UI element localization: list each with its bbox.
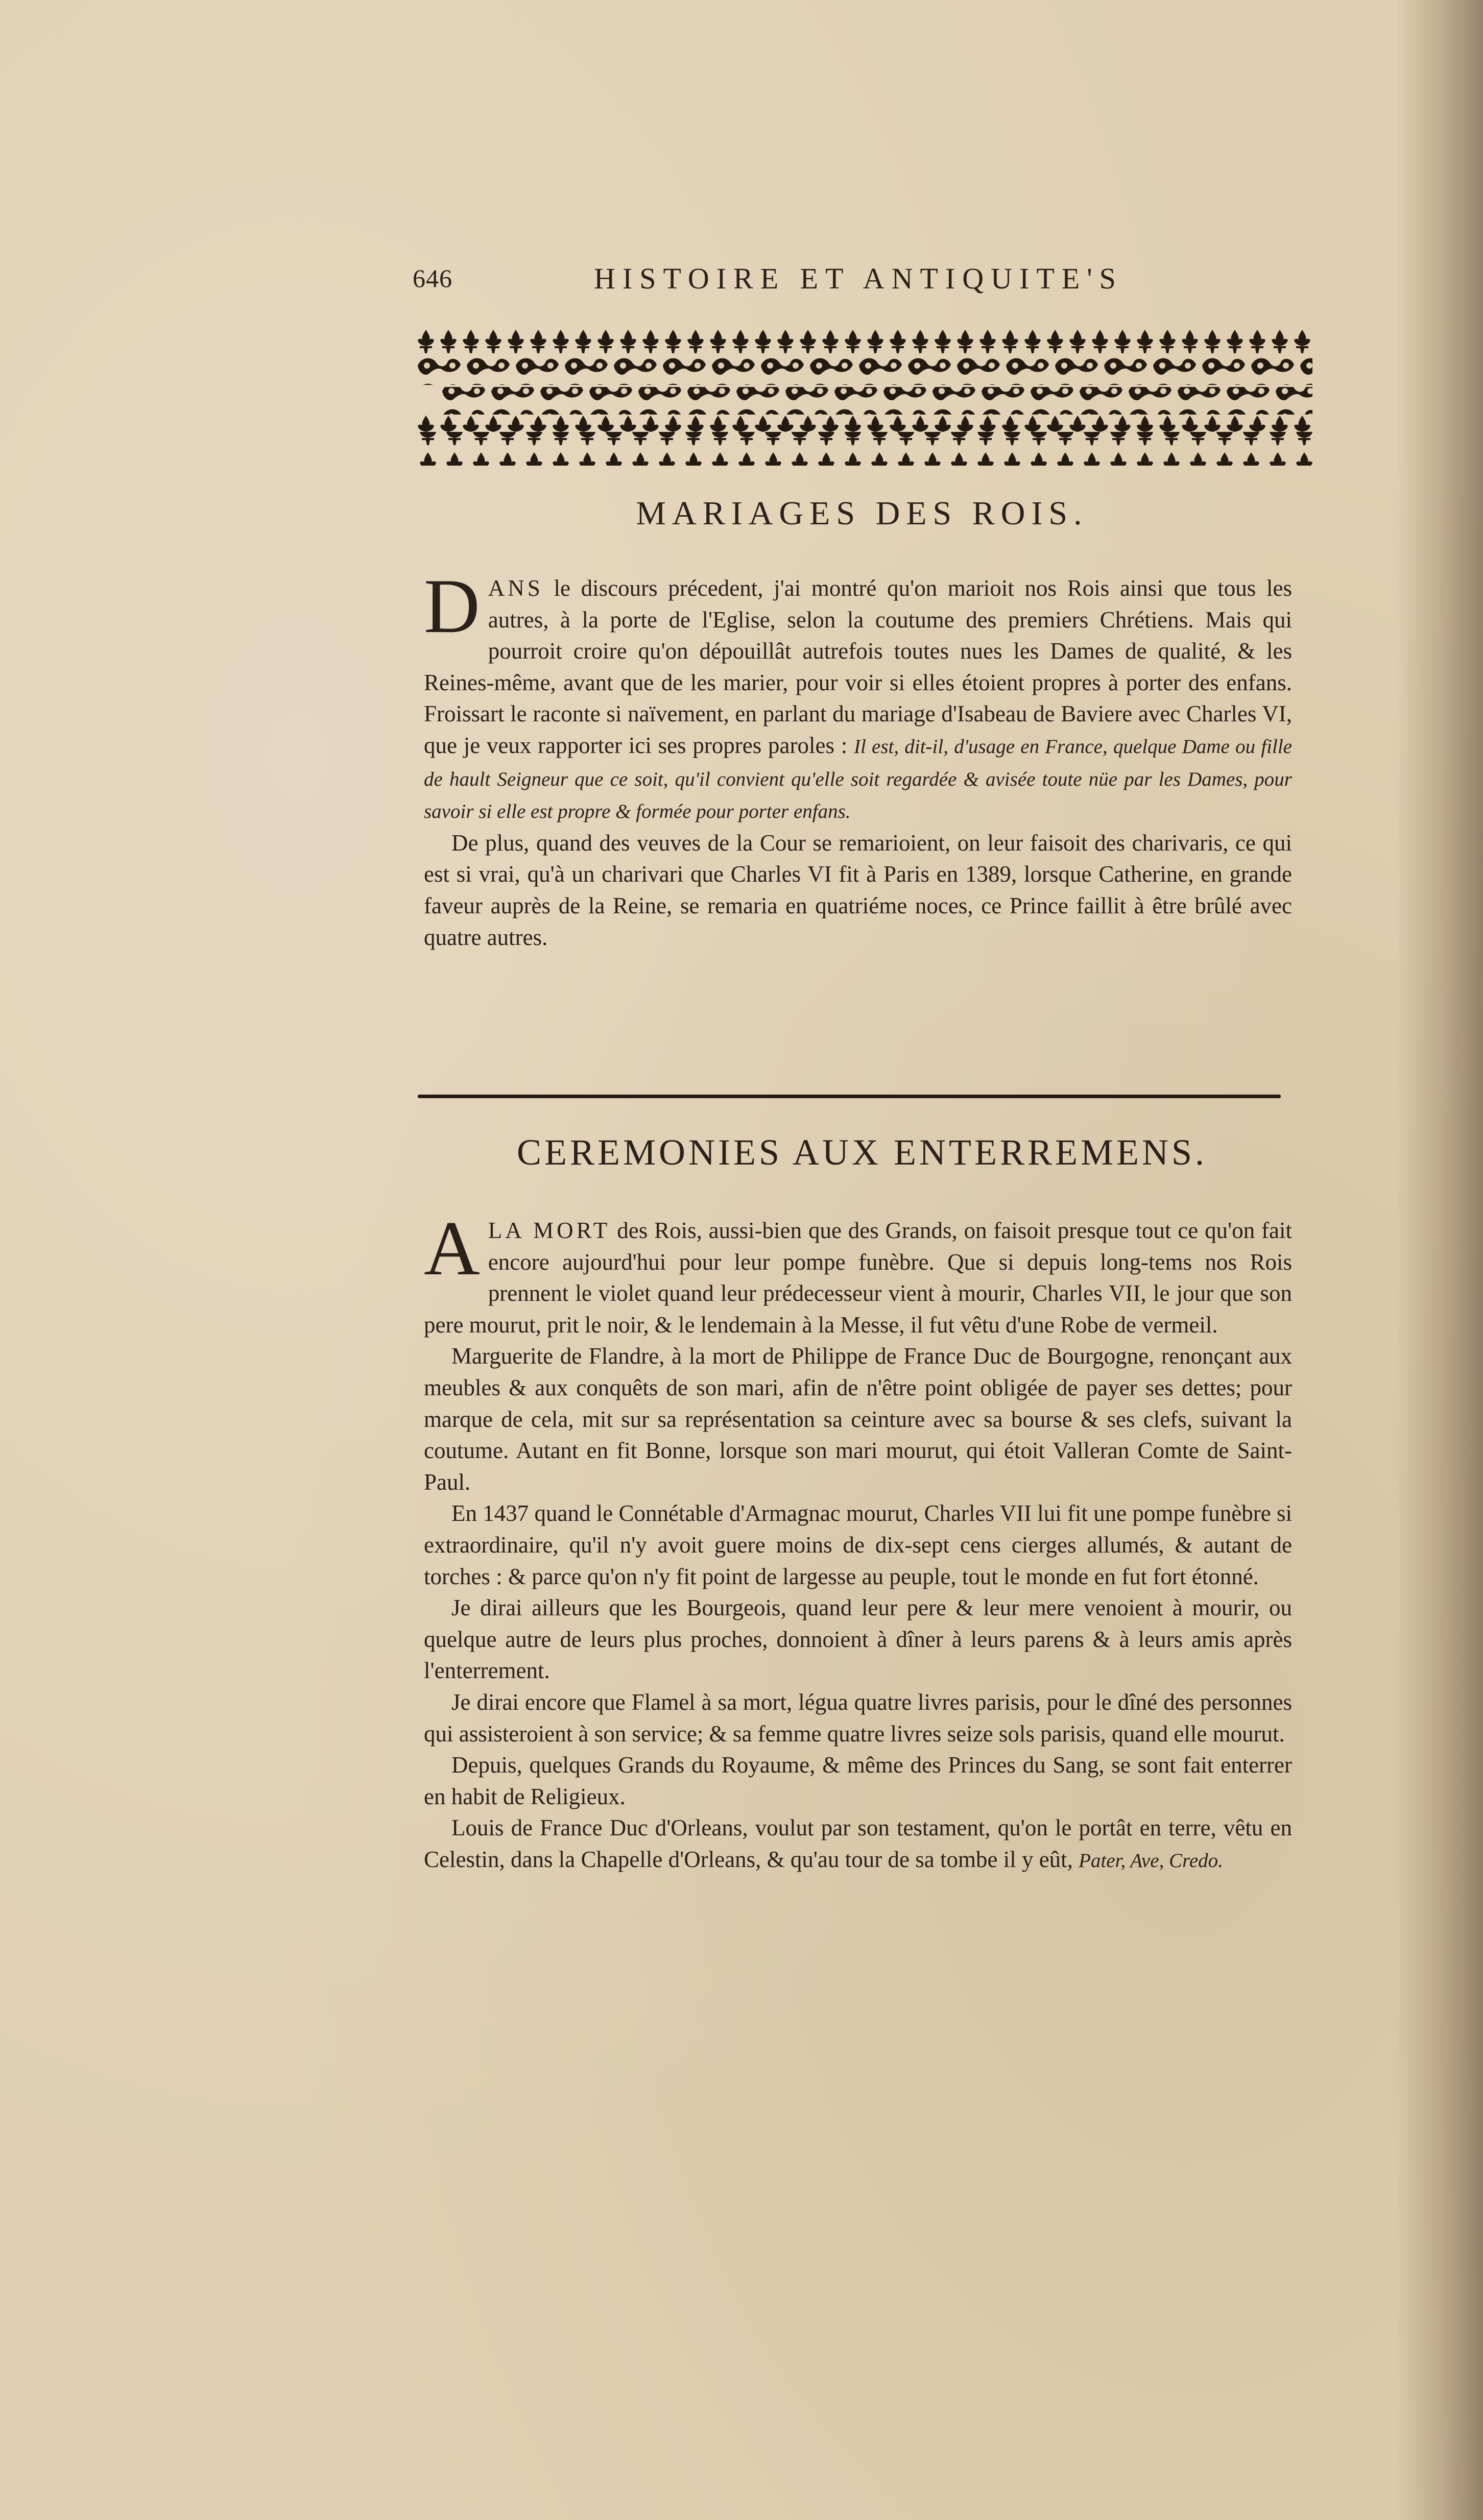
- page-gutter-shadow: [1396, 0, 1483, 2520]
- paragraph: [424, 1205, 1292, 1341]
- paragraph: Je dirai ailleurs que les Bourgeois, quand leur pere & leur mere venoient à mourir, ou quelque autre de leurs plus proches, donnoient à dîner à leurs parens & à leurs amis après l'enterrement.: [424, 1595, 1292, 1684]
- prayer-list: Pater, Ave, Credo.: [1079, 1849, 1223, 1872]
- page-header: [413, 263, 1291, 304]
- paragraph: En 1437 quand le Connétable d'Armagnac mourut, Charles VII lui fit une pompe funèbre si extraordinaire, qu'il n'y avoit guere moins de dix-sept cens cierges allumés, & autant de torches : & parce qu'on n'y fit point de largesse au peuple, tout le monde en fut fort étonné.: [424, 1500, 1292, 1589]
- paragraph: [424, 1812, 1292, 1876]
- fleuron-headpiece-icon: [415, 327, 1312, 470]
- section-divider-rule: [418, 1095, 1281, 1098]
- running-head: HISTOIRE ET ANTIQUITE'S: [594, 262, 1123, 295]
- paragraph: [424, 563, 1292, 828]
- section-ceremonies-body: [424, 1205, 1292, 1876]
- paragraph: Je dirai encore que Flamel à sa mort, légua quatre livres parisis, pour le dîné des personnes qui assisteroient à son service; & sa femme quatre livres seize sols parisis, quand elle mourut.: [424, 1689, 1292, 1747]
- section-title-mariages: MARIAGES DES ROIS.: [636, 495, 1088, 532]
- paragraph-text: le discours précedent, j'ai montré qu'on marioit nos Rois ainsi que tous les autres, à la porte de l'Eglise, selon la coutume des premiers Chrétiens. Mais qui pourroit croire qu'on dépouillât autrefois toutes nues les Dames de qualité, & les Reines-même, avant que de les marier, pour voir si elles étoient propres à porter des enfans. Froissart le raconte si naïvement, en parlant du mariage d'Isabeau de Baviere avec Charles VI, que je veux rapporter ici ses propres paroles :: [424, 575, 1292, 758]
- drop-cap: D: [424, 563, 480, 649]
- froissart-quote: Il est, dit-il, d'usage en France, quelque Dame ou fille de hault Seigneur que ce soit, qu'il convient qu'elle soit regardée & avisée toute nüe par les Dames, pour savoir si elle est propre & formée pour porter enfans.: [424, 735, 1292, 823]
- paragraph-lead: LA MORT: [488, 1218, 611, 1243]
- paragraph-text: Louis de France Duc d'Orleans, voulut par son testament, qu'on le portât en terre, vêtu en Celestin, dans la Chapelle d'Orleans, & qu'au tour de sa tombe il y eût,: [424, 1815, 1292, 1872]
- paragraph-lead: ANS: [488, 575, 543, 601]
- paragraph: Marguerite de Flandre, à la mort de Philippe de France Duc de Bourgogne, renonçant aux meubles & aux conquêts de son mari, afin de n'être point obligée de payer ses dettes; pour marque de cela, mit sur sa représentation sa ceinture avec sa bourse & ses clefs, suivant la coutume. Autant en fit Bonne, lorsque son mari mourut, qui étoit Valleran Comte de Saint-Paul.: [424, 1343, 1292, 1495]
- section-title-ceremonies: CEREMONIES AUX ENTERREMENS.: [516, 1132, 1208, 1173]
- section-mariages-body: [424, 563, 1292, 953]
- paragraph: De plus, quand des veuves de la Cour se remarioient, on leur faisoit des charivaris, ce qui est si vrai, qu'à un charivari que Charles VI fit à Paris en 1389, lorsque Catherine, en grande faveur auprès de la Reine, se remaria en quatriéme noces, ce Prince faillit à être brûlé avec quatre autres.: [424, 830, 1292, 950]
- drop-cap: A: [424, 1205, 480, 1291]
- paragraph-text: des Rois, aussi-bien que des Grands, on faisoit presque tout ce qu'on fait encore aujourd'hui pour leur pompe funèbre. Que si depuis long-tems nos Rois prennent le violet quand leur prédecesseur vient à mourir, Charles VII, le jour que son pere mourut, prit le noir, & le lendemain à la Messe, il fut vêtu d'une Robe de vermeil.: [424, 1218, 1292, 1338]
- page-number: 646: [413, 264, 452, 293]
- paragraph: Depuis, quelques Grands du Royaume, & même des Princes du Sang, se sont fait enterrer en habit de Religieux.: [424, 1752, 1292, 1809]
